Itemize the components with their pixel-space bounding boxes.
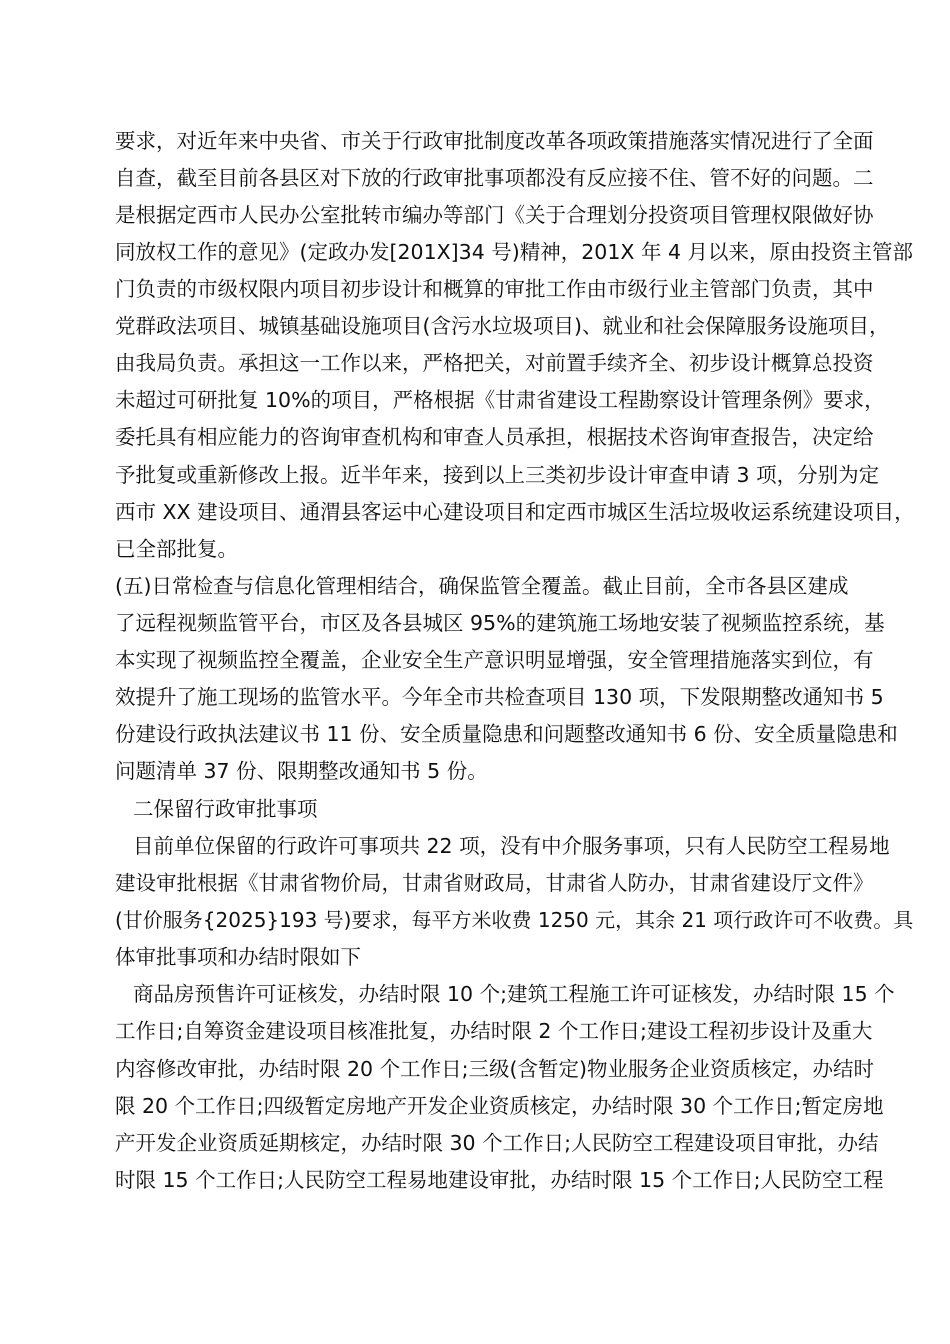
text-line: 目前单位保留的行政许可事项共 22 项，没有中介服务事项，只有人民防空工程易地 [133,834,890,858]
text-line: 体审批事项和办结时限如下 [115,945,361,969]
text-line: 要求，对近年来中央省、市关于行政审批制度改革各项政策措施落实情况进行了全面 [115,129,874,153]
section-heading: 二保留行政审批事项 [133,797,318,821]
text-line: 了远程视频监管平台，市区及各县城区 95%的建筑施工场地安装了视频监控系统，基 [115,611,885,635]
text-line: 由我局负责。承担这一工作以来，严格把关，对前置手续齐全、初步设计概算总投资 [115,351,874,375]
text-line: 西市 XX 建设项目、通渭县客运中心建设项目和定西市城区生活垃圾收运系统建设项目， [115,500,915,524]
text-line: 工作日;自筹资金建设项目核准批复，办结时限 2 个工作日;建设工程初步设计及重大 [115,1019,873,1043]
text-line: 问题清单 37 份、限期整改通知书 5 份。 [115,759,488,783]
text-line: 委托具有相应能力的咨询审查机构和审查人员承担，根据技术咨询审查报告，决定给 [115,425,874,449]
text-line: 同放权工作的意见》(定政办发[201X]34 号)精神，201X 年 4 月以来，原由投资主管部 [115,240,914,264]
text-line: (甘价服务{2025}193 号)要求，每平方米收费 1250 元，其余 21 项行政许可不收费。具 [115,908,914,932]
text-line: 建设审批根据《甘肃省物价局，甘肃省财政局，甘肃省人防办，甘肃省建设厅文件》 [115,871,874,895]
text-line: 产开发企业资质延期核定，办结时限 30 个工作日;人民防空工程建设项目审批，办结 [115,1131,879,1155]
text-line: 时限 15 个工作日;人民防空工程易地建设审批，办结时限 15 个工作日;人民防空工程 [115,1168,884,1192]
text-line: 商品房预售许可证核发，办结时限 10 个;建筑工程施工许可证核发，办结时限 15 个 [133,982,895,1006]
text-line: 已全部批复。 [115,537,238,561]
section-heading: (五)日常检查与信息化管理相结合，确保监管全覆盖。截止目前，全市各县区建成 [115,574,849,598]
text-line: 内容修改审批，办结时限 20 个工作日;三级(含暂定)物业服务企业资质核定，办结时 [115,1057,875,1081]
text-line: 予批复或重新修改上报。近半年来，接到以上三类初步设计审查申请 3 项，分别为定 [115,463,880,487]
text-line: 党群政法项目、城镇基础设施项目(含污水垃圾项目)、就业和社会保障服务设施项目， [115,314,890,338]
text-line: 自查，截至目前各县区对下放的行政审批事项都没有反应接不住、管不好的问题。二 [115,166,874,190]
text-line: 门负责的市级权限内项目初步设计和概算的审批工作由市级行业主管部门负责，其中 [115,277,874,301]
text-line: 份建设行政执法建议书 11 份、安全质量隐患和问题整改通知书 6 份、安全质量隐患和 [115,722,898,746]
text-line: 效提升了施工现场的监管水平。今年全市共检查项目 130 项，下发限期整改通知书 5 [115,685,884,709]
text-line: 限 20 个工作日;四级暂定房地产开发企业资质核定，办结时限 30 个工作日;暂定房地 [115,1094,884,1118]
text-line: 未超过可研批复 10%的项目，严格根据《甘肃省建设工程勘察设计管理条例》要求， [115,388,885,412]
text-line: 本实现了视频监控全覆盖，企业安全生产意识明显增强，安全管理措施落实到位，有 [115,648,874,672]
text-line: 是根据定西市人民办公室批转市编办等部门《关于合理划分投资项目管理权限做好协 [115,203,874,227]
